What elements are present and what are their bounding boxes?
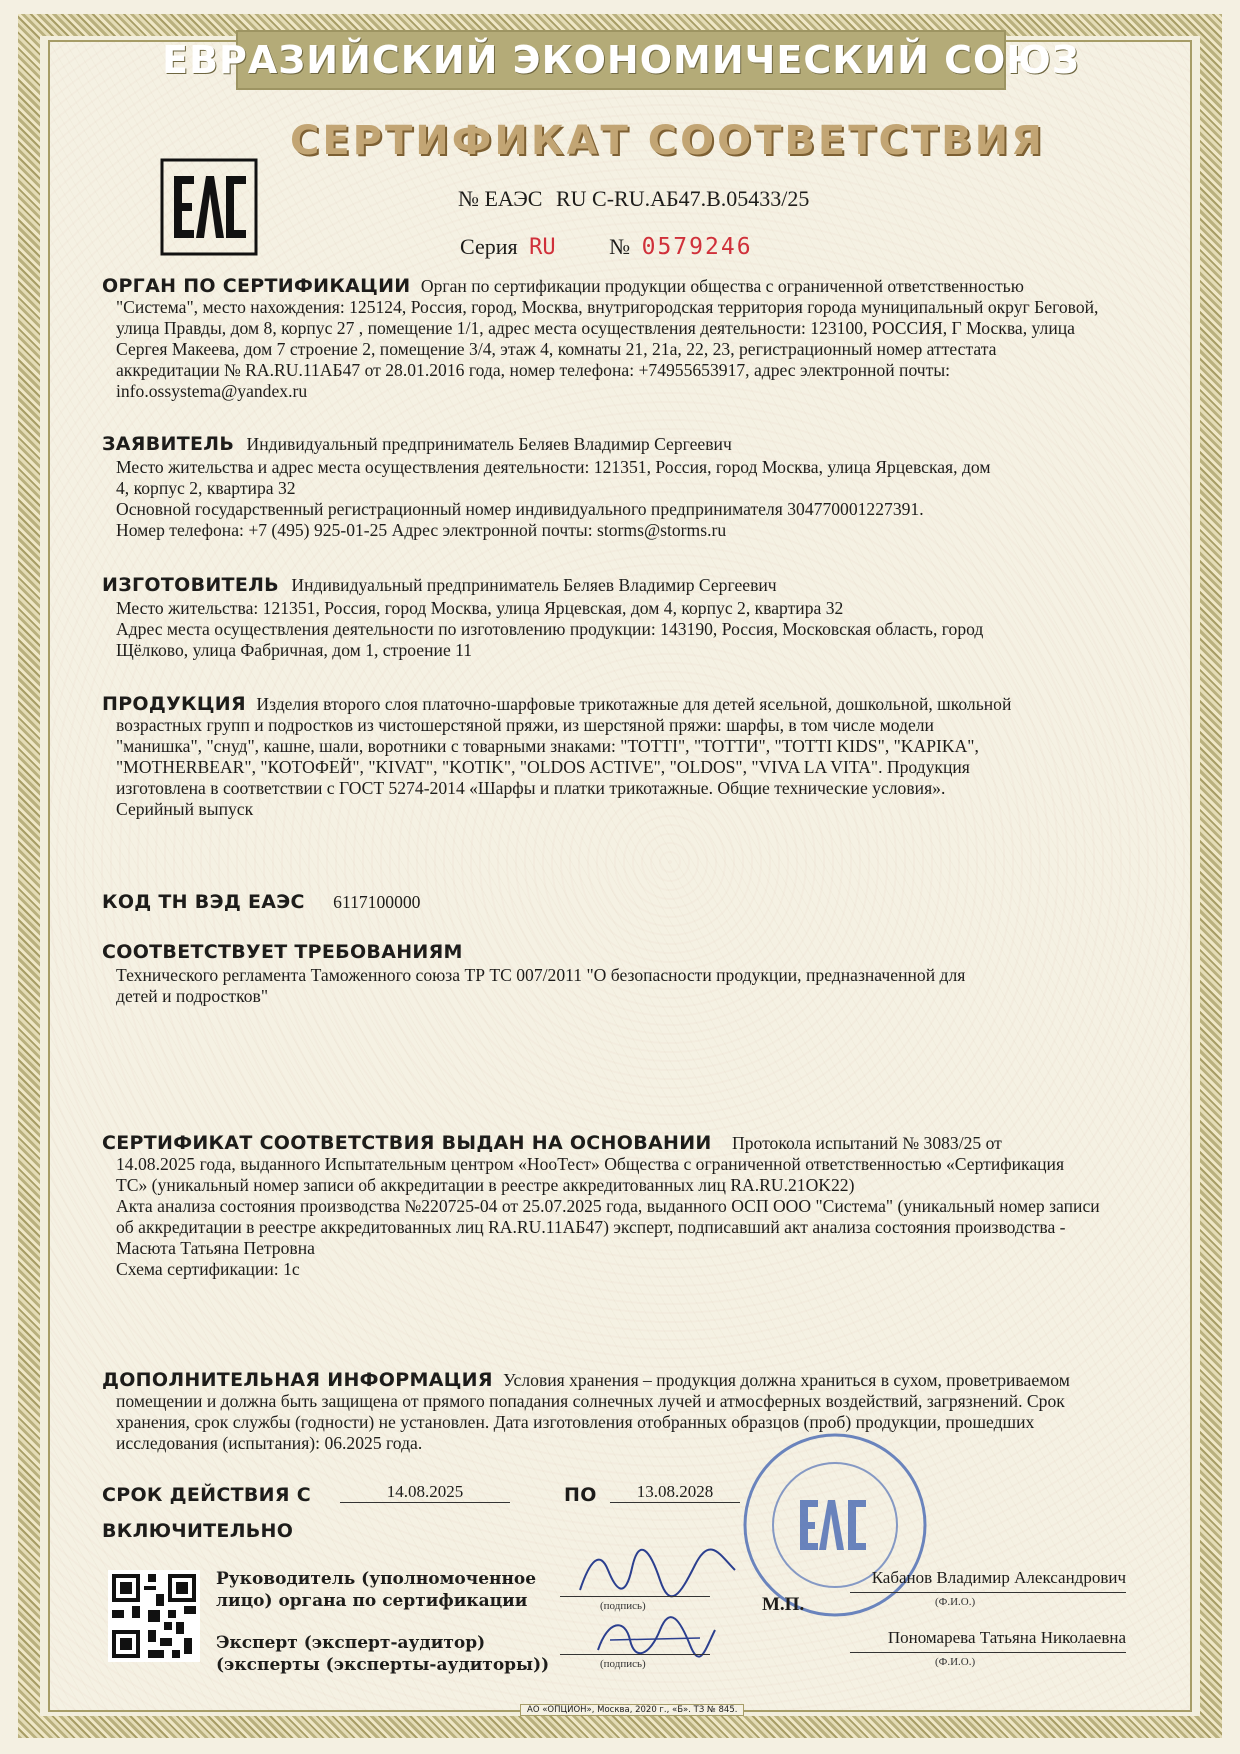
head-signature-caption: (подпись) bbox=[600, 1600, 646, 1612]
additional-line: исследования (испытания): 06.2025 года. bbox=[116, 1433, 423, 1453]
validity-from-label: СРОК ДЕЙСТВИЯ С bbox=[102, 1484, 311, 1506]
section-tn-ved bbox=[102, 892, 1144, 913]
applicant-line: 4, корпус 2, квартира 32 bbox=[116, 478, 296, 498]
validity-inclusive-label: ВКЛЮЧИТЕЛЬНО bbox=[102, 1520, 294, 1542]
applicant-heading: ЗАЯВИТЕЛЬ bbox=[102, 433, 235, 455]
requirements-heading: СООТВЕТСТВУЕТ ТРЕБОВАНИЯМ bbox=[102, 941, 463, 963]
section-requirements bbox=[102, 942, 1144, 1007]
section-applicant bbox=[102, 434, 1144, 541]
basis-line: Масюта Татьяна Петровна bbox=[116, 1238, 315, 1258]
section-product bbox=[102, 694, 1144, 820]
product-line: изготовлена в соответствии с ГОСТ 5274-2014 «Шарфы и платки трикотажные. Общие технические условия». bbox=[116, 778, 946, 798]
manufacturer-line: Место жительства: 121351, Россия, город Москва, улица Ярцевская, дом 4, корпус 2, квартира 32 bbox=[116, 598, 844, 618]
section-organ bbox=[102, 276, 1144, 402]
head-name-line bbox=[850, 1592, 1126, 1593]
applicant-line: Индивидуальный предприниматель Беляев Владимир Сергеевич bbox=[246, 434, 732, 454]
organ-line: Сергея Макеева, дом 7 строение 2, помещение 3/4, этаж 4, комнаты 21, 21а, 22, 23, регистрационный номер аттестата bbox=[116, 339, 997, 359]
stamp-place-label: М.П. bbox=[762, 1594, 805, 1615]
reg-number: RU С-RU.АБ47.В.05433/25 bbox=[555, 186, 810, 211]
expert-signature-line bbox=[560, 1654, 710, 1655]
manufacturer-heading: ИЗГОТОВИТЕЛЬ bbox=[102, 574, 279, 596]
tn-ved-code: 6117100000 bbox=[333, 892, 421, 912]
basis-heading: СЕРТИФИКАТ СООТВЕТСТВИЯ ВЫДАН НА ОСНОВАНИИ bbox=[102, 1132, 712, 1154]
applicant-line: Основной государственный регистрационный номер индивидуального предпринимателя 304770001227391. bbox=[116, 499, 924, 519]
printer-imprint: АО «ОПЦИОН», Москва, 2020 г., «Б». ТЗ № 845. bbox=[520, 1704, 744, 1716]
head-name-caption: (Ф.И.О.) bbox=[935, 1596, 976, 1608]
series-label: Серия bbox=[460, 234, 518, 259]
validity-date-from: 14.08.2025 bbox=[340, 1482, 510, 1503]
section-additional bbox=[102, 1370, 1144, 1454]
series-value: RU bbox=[529, 235, 556, 260]
qr-code-icon bbox=[108, 1570, 200, 1662]
additional-line: помещении и должна быть защищена от прямого попадания солнечных лучей и атмосферных воздействий, загрязнений. Срок bbox=[116, 1391, 1065, 1411]
head-signatory-label bbox=[216, 1568, 536, 1612]
head-name: Кабанов Владимир Александрович bbox=[871, 1568, 1126, 1587]
expert-name: Пономарева Татьяна Николаевна bbox=[887, 1628, 1126, 1647]
applicant-line: Место жительства и адрес места осуществления деятельности: 121351, Россия, город Москва, улица Ярцевская, дом bbox=[116, 457, 991, 477]
additional-line: Условия хранения – продукция должна храниться в сухом, проветриваемом bbox=[503, 1370, 1070, 1390]
expert-name-line bbox=[850, 1652, 1126, 1653]
registration-line bbox=[458, 186, 809, 212]
additional-heading: ДОПОЛНИТЕЛЬНАЯ ИНФОРМАЦИЯ bbox=[102, 1369, 493, 1391]
organ-line: Орган по сертификации продукции общества с ограниченной ответственностью bbox=[420, 276, 1024, 296]
validity-date-to: 13.08.2028 bbox=[610, 1482, 740, 1503]
expert-signature-icon bbox=[590, 1610, 720, 1660]
organ-line: "Система", место нахождения: 125124, Россия, город, Москва, внутригородская территория города муниципальный округ Беговой, bbox=[116, 297, 1099, 317]
manufacturer-line: Щёлково, улица Фабричная, дом 1, строение 11 bbox=[116, 640, 473, 660]
section-manufacturer bbox=[102, 575, 1144, 661]
manufacturer-line: Адрес места осуществления деятельности по изготовлению продукции: 143190, Россия, Московская область, город bbox=[116, 619, 984, 639]
expert-signature-caption: (подпись) bbox=[600, 1658, 646, 1670]
validity-to-label: ПО bbox=[564, 1484, 597, 1506]
series-line bbox=[460, 234, 753, 260]
eac-logo-icon bbox=[160, 158, 258, 256]
requirements-line: Технического регламента Таможенного союза ТР ТС 007/2011 "О безопасности продукции, предназначенной для bbox=[116, 965, 966, 985]
certificate-title: СЕРТИФИКАТ СООТВЕТСТВИЯ bbox=[290, 118, 1045, 164]
requirements-line: детей и подростков" bbox=[116, 986, 269, 1006]
expert-signatory-label bbox=[216, 1632, 549, 1676]
basis-line: об аккредитации в реестре аккредитованных лиц RA.RU.11АБ47) эксперт, подписавший акт анализа состояния производства - bbox=[116, 1217, 1066, 1237]
organ-line: улица Правды, дом 8, корпус 27 , помещение 1/1, адрес места осуществления деятельности: 123100, РОССИЯ, Г Москва, улица bbox=[116, 318, 1075, 338]
organ-heading: ОРГАН ПО СЕРТИФИКАЦИИ bbox=[102, 275, 411, 297]
expert-name-caption: (Ф.И.О.) bbox=[935, 1656, 976, 1668]
basis-line: ТС» (уникальный номер записи об аккредитации в реестре аккредитованных лиц RA.RU.21OK22) bbox=[116, 1175, 855, 1195]
product-line: возрастных групп и подростков из чистошерстяной пряжи, из шерстяной пряжи: шарфы, в том числе модели bbox=[116, 715, 934, 735]
product-line: "манишка", "снуд", кашне, шали, воротники с товарными знаками: "TOTTI", "ТОТТИ", "TOTTI KIDS", "KAPIKA", bbox=[116, 736, 979, 756]
tn-ved-heading: КОД ТН ВЭД ЕАЭС bbox=[102, 891, 305, 913]
reg-label: № ЕАЭС bbox=[458, 186, 543, 211]
section-basis bbox=[102, 1133, 1144, 1280]
head-signature-line bbox=[560, 1596, 710, 1597]
head-label-line: Руководитель (уполномоченное bbox=[216, 1569, 537, 1589]
product-line: Изделия второго слоя платочно-шарфовые трикотажные для детей ясельной, дошкольной, школьной bbox=[256, 694, 1012, 714]
head-signature-icon bbox=[570, 1540, 740, 1600]
product-heading: ПРОДУКЦИЯ bbox=[102, 693, 246, 715]
head-label-line: лицо) органа по сертификации bbox=[216, 1591, 528, 1611]
organ-line: info.ossystema@yandex.ru bbox=[116, 381, 308, 401]
blank-number-label: № bbox=[609, 234, 631, 259]
basis-line: 14.08.2025 года, выданного Испытательным центром «НооТест» Общества с ограниченной ответственностью «Сертификация bbox=[116, 1154, 1065, 1174]
basis-line: Протокола испытаний № 3083/25 от bbox=[732, 1133, 1002, 1153]
blank-number: 0579246 bbox=[641, 234, 753, 260]
expert-label-line: Эксперт (эксперт-аудитор) bbox=[216, 1633, 486, 1653]
manufacturer-line: Индивидуальный предприниматель Беляев Владимир Сергеевич bbox=[291, 575, 777, 595]
product-line: "MOTHERBEAR", "КОТОФЕЙ", "KIVAT", "KOTIK", "OLDOS ACTIVE", "OLDOS", "VIVA LA VITA". Продукция bbox=[116, 757, 970, 777]
expert-label-line: (эксперты (эксперты-аудиторы)) bbox=[216, 1655, 550, 1675]
applicant-line: Номер телефона: +7 (495) 925-01-25 Адрес электронной почты: storms@storms.ru bbox=[116, 520, 727, 540]
additional-line: хранения, срок службы (годности) не установлен. Дата изготовления отобранных образцов (проб) продукции, прошедших bbox=[116, 1412, 1035, 1432]
union-banner: ЕВРАЗИЙСКИЙ ЭКОНОМИЧЕСКИЙ СОЮЗ bbox=[236, 30, 1006, 90]
basis-line: Акта анализа состояния производства №220725-04 от 25.07.2025 года, выданного ОСП ООО "Система" (уникальный номер записи bbox=[116, 1196, 1100, 1216]
organ-line: аккредитации № RA.RU.11АБ47 от 28.01.2016 года, номер телефона: +74955653917, адрес электронной почты: bbox=[116, 360, 951, 380]
product-line: Серийный выпуск bbox=[116, 799, 254, 819]
basis-line: Схема сертификации: 1с bbox=[116, 1259, 300, 1279]
